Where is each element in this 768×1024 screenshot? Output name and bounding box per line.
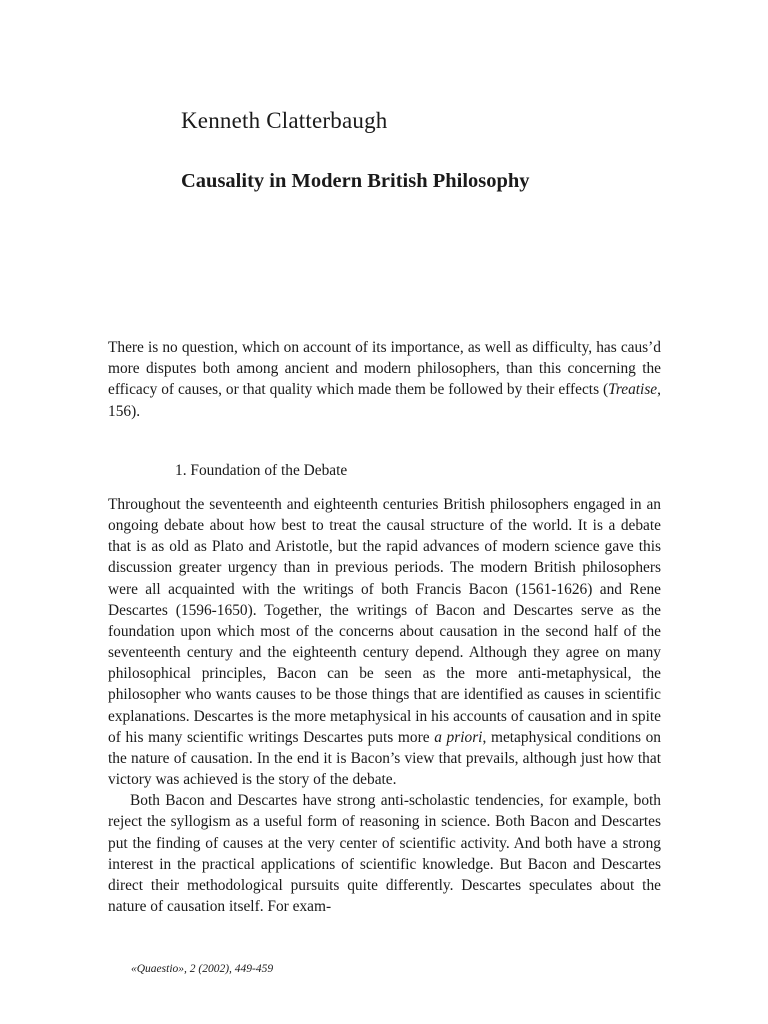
paragraph-1-text: Throughout the seventeenth and eighteenth centuries British philosophers engaged in an ongoing debate about how best to treat the causal structure of the world. It is a debate that is as old as Plato and Aristotle, but the rapid advances of modern science gave this discussion greater urgency than in previous periods. The modern British philosophers were all acquainted with the writings of both Francis Bacon (1561-1626) and Rene Descartes (1596-1650). Together, the writings of Bacon and Descartes serve as the foundation upon which most of the concerns about causation in the second half of the seventeenth century and the eighteenth century depend. Although they agree on many philosophical principles, Bacon can be seen as the more anti-metaphysical, the philosopher who wants causes to be those things that are identified as causes in scientific explanations. Descartes is the more metaphysical in his accounts of causation and in spite of his many scientific writings Descartes puts more [108,496,661,746]
footer-citation: «Quaestio», 2 (2002), 449-459 [131,963,274,975]
article-title: Causality in Modern British Philosophy [181,170,530,192]
section-heading: 1. Foundation of the Debate [175,462,348,479]
author-name: Kenneth Clatterbaugh [181,108,388,133]
epigraph-text: There is no question, which on account of its importance, as well as difficulty, has caus’d more disputes both among ancient and modern philosophers, than this concerning the efficacy of causes, or that quality which made them be followed by their effects ( [108,339,661,399]
epigraph-source: Treatise [608,381,658,399]
paper-page [108,0,661,1024]
paragraph-1 [108,494,661,790]
paragraph-1-text-end: , metaphysical conditions on the nature of causation. In the end it is Bacon’s view that prevails, although just how that victory was achieved is the story of the debate. [108,728,662,789]
body-text [108,494,661,917]
epigraph-quote [108,337,661,422]
epigraph-citation: , 156). [108,381,661,420]
paragraph-2: Both Bacon and Descartes have strong anti-scholastic tendencies, for example, both reject the syllogism as a useful form of reasoning in science. Both Bacon and Descartes put the finding of causes at the very center of scientific activity. And both have a strong interest in the practical applications of scientific knowledge. But Bacon and Descartes direct their methodological pursuits quite differently. Descartes speculates about the nature of causation itself. For exam- [108,792,661,915]
paragraph-1-emphasis: a priori [434,728,483,746]
